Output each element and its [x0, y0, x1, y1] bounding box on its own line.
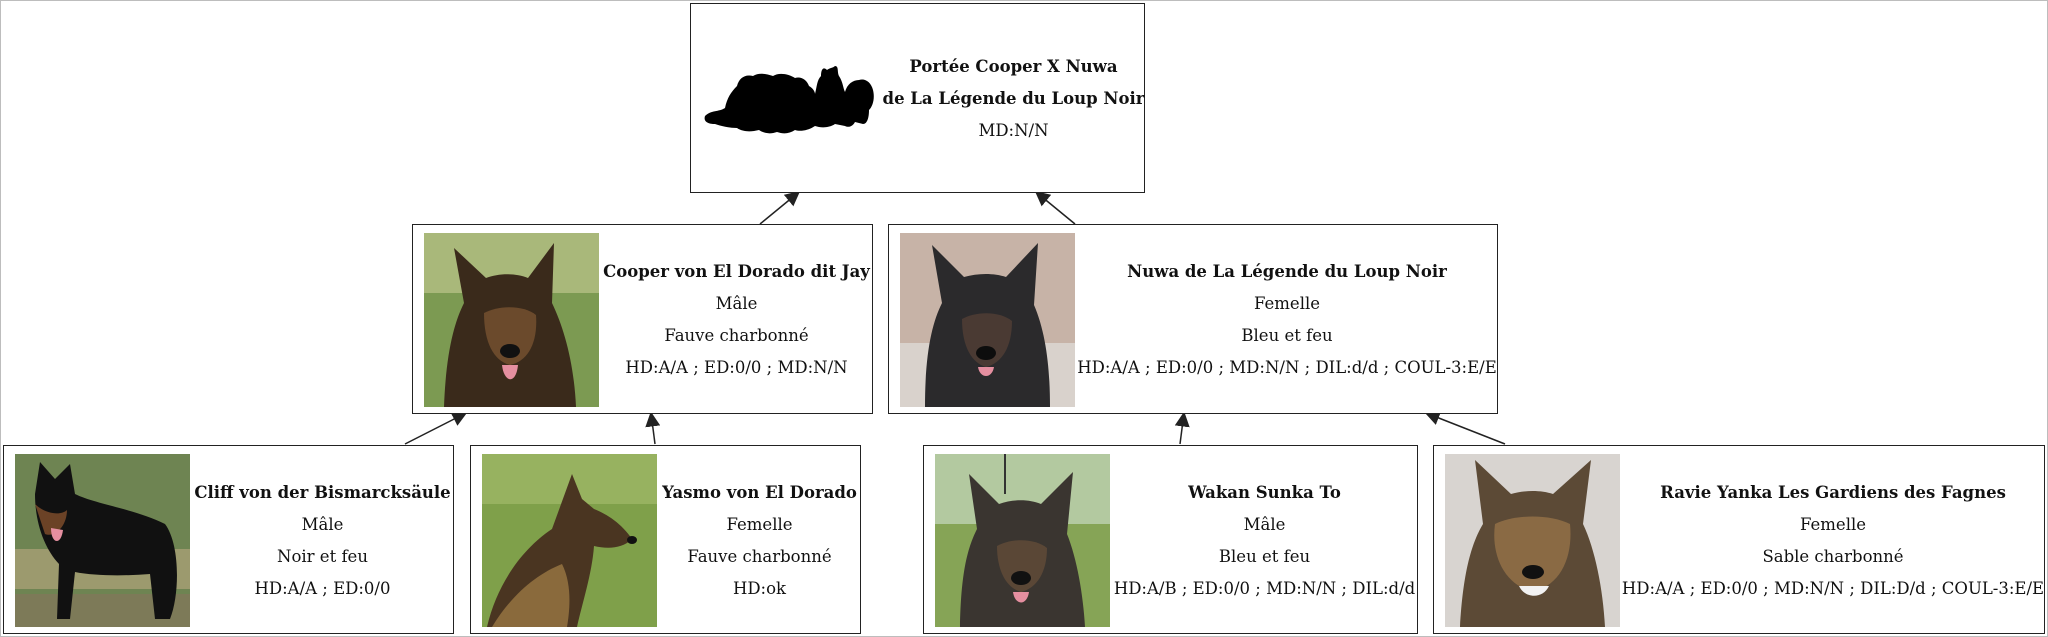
ravie-photo: [1445, 454, 1620, 627]
cooper-sex: Mâle: [715, 294, 758, 313]
nuwa-photo: [900, 233, 1075, 407]
nuwa-sex: Femelle: [1253, 294, 1321, 313]
granddam-node-yasmo[interactable]: [470, 445, 861, 634]
granddam-node-ravie[interactable]: [1433, 445, 2045, 634]
nuwa-color: Bleu et feu: [1241, 326, 1333, 345]
litter-node[interactable]: [690, 3, 1145, 193]
sire-node-cooper[interactable]: [412, 224, 873, 414]
grandsire-node-cliff[interactable]: [3, 445, 454, 634]
cooper-name: Cooper von El Dorado dit Jay: [603, 262, 870, 281]
cliff-tests: HD:A/A ; ED:0/0: [254, 578, 391, 598]
dam-node-nuwa[interactable]: [888, 224, 1498, 414]
cliff-photo: [15, 454, 190, 627]
yasmo-name: Yasmo von El Dorado: [662, 482, 857, 502]
ravie-sex: Femelle: [1799, 514, 1867, 534]
nuwa-name: Nuwa de La Légende du Loup Noir: [1127, 262, 1447, 281]
ravie-color: Sable charbonné: [1762, 546, 1904, 566]
litter-subtitle: de La Légende du Loup Noir: [882, 89, 1145, 108]
cliff-name: Cliff von der Bismarcksäule: [194, 482, 451, 502]
cliff-color: Noir et feu: [277, 546, 368, 566]
wakan-sex: Mâle: [1243, 514, 1286, 534]
yasmo-sex: Femelle: [726, 514, 793, 534]
cooper-photo: [424, 233, 599, 407]
yasmo-color: Fauve charbonné: [687, 546, 832, 566]
litter-tests: MD:N/N: [978, 121, 1049, 140]
nuwa-tests: HD:A/A ; ED:0/0 ; MD:N/N ; DIL:d/d ; COUL-3:E/E: [1077, 358, 1497, 377]
wakan-color: Bleu et feu: [1218, 546, 1311, 566]
ravie-name: Ravie Yanka Les Gardiens des Fagnes: [1660, 482, 2006, 502]
puppies-silhouette-icon: [703, 64, 875, 136]
wakan-tests: HD:A/B ; ED:0/0 ; MD:N/N ; DIL:d/d: [1113, 578, 1416, 598]
wakan-name: Wakan Sunka To: [1188, 482, 1341, 502]
grandsire-node-wakan[interactable]: [923, 445, 1418, 634]
cooper-tests: HD:A/A ; ED:0/0 ; MD:N/N: [625, 358, 848, 377]
wakan-photo: [935, 454, 1110, 627]
cooper-color: Fauve charbonné: [664, 326, 809, 345]
yasmo-tests: HD:ok: [732, 578, 787, 598]
yasmo-photo: [482, 454, 657, 627]
litter-title: Portée Cooper X Nuwa: [909, 57, 1118, 76]
cliff-sex: Mâle: [301, 514, 344, 534]
ravie-tests: HD:A/A ; ED:0/0 ; MD:N/N ; DIL:D/d ; COUL-3:E/E: [1621, 578, 2045, 598]
